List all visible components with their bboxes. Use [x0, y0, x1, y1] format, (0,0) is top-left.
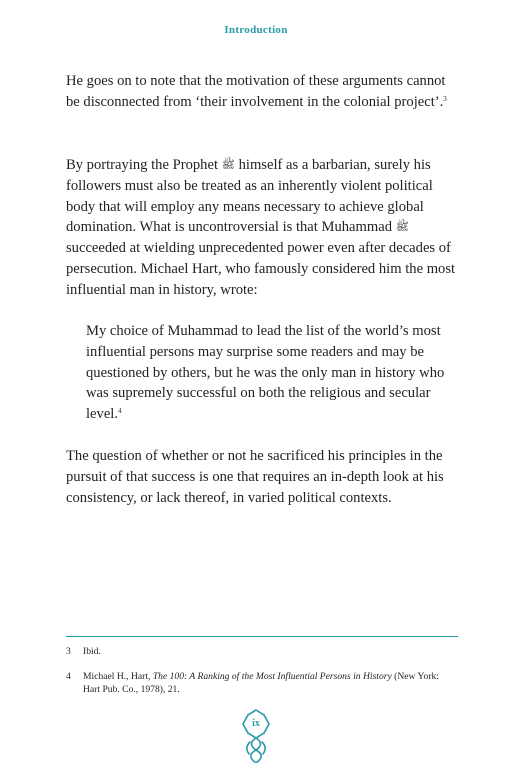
block-quote-text: My choice of Muhammad to lead the list of the world’s most influential persons may surprise some readers and may be questioned by others, but he was the only man in history who was supremely successful on both the religious and secular level. [86, 323, 445, 423]
footnote-divider [66, 636, 458, 637]
paragraph-1-text: He goes on to note that the motivation of these arguments cannot be disconnected from ‘their involvement in the colonial project’. [66, 73, 446, 110]
footnote-publication: (New York: Hart Pub. Co., 1978), 21. [83, 671, 439, 696]
paragraph-1 [66, 71, 458, 113]
note-ref-3: 3 [443, 94, 447, 103]
running-head: Introduction [224, 24, 288, 36]
knot-ornament-icon [236, 706, 276, 763]
footnote-text: Ibid. [83, 646, 101, 657]
footnote-number: 3 [66, 646, 71, 657]
paragraph-2-text-a: By portraying the Prophet [66, 157, 222, 173]
footnote-number: 4 [66, 671, 71, 682]
paragraph-2-text-c: succeeded at wielding unprecedented power even after decades of persecution. Michael Hart, who famously considered him the most influential man in history, wrote: [66, 240, 456, 298]
footnote-4 [66, 670, 458, 697]
footnote-3 [66, 645, 458, 658]
salutation-symbol: ﷺ [395, 221, 409, 234]
footnote-text [83, 670, 458, 697]
salutation-symbol: ﷺ [221, 159, 235, 171]
paragraph-3: The question of whether or not he sacrificed his principles in the pursuit of that success is one that requires an in-depth look at his consistency, or lack thereof, in varied political contexts. [66, 448, 444, 506]
page-folio [236, 706, 276, 763]
page-number: ix [252, 718, 260, 729]
paragraph-2 [66, 155, 458, 301]
footnote-author: Michael H., Hart, [83, 671, 153, 682]
note-ref-4: 4 [118, 407, 122, 416]
block-quote [86, 321, 462, 425]
paragraph-2-text-b: himself as a barbarian, surely his followers must also be treated as an inherently violent political body that will employ any means necessary to achieve global domination. What is uncontroversial is that Muhammad [66, 157, 433, 236]
footnote-book-title: The 100: A Ranking of the Most Influential Persons in History [152, 671, 392, 682]
